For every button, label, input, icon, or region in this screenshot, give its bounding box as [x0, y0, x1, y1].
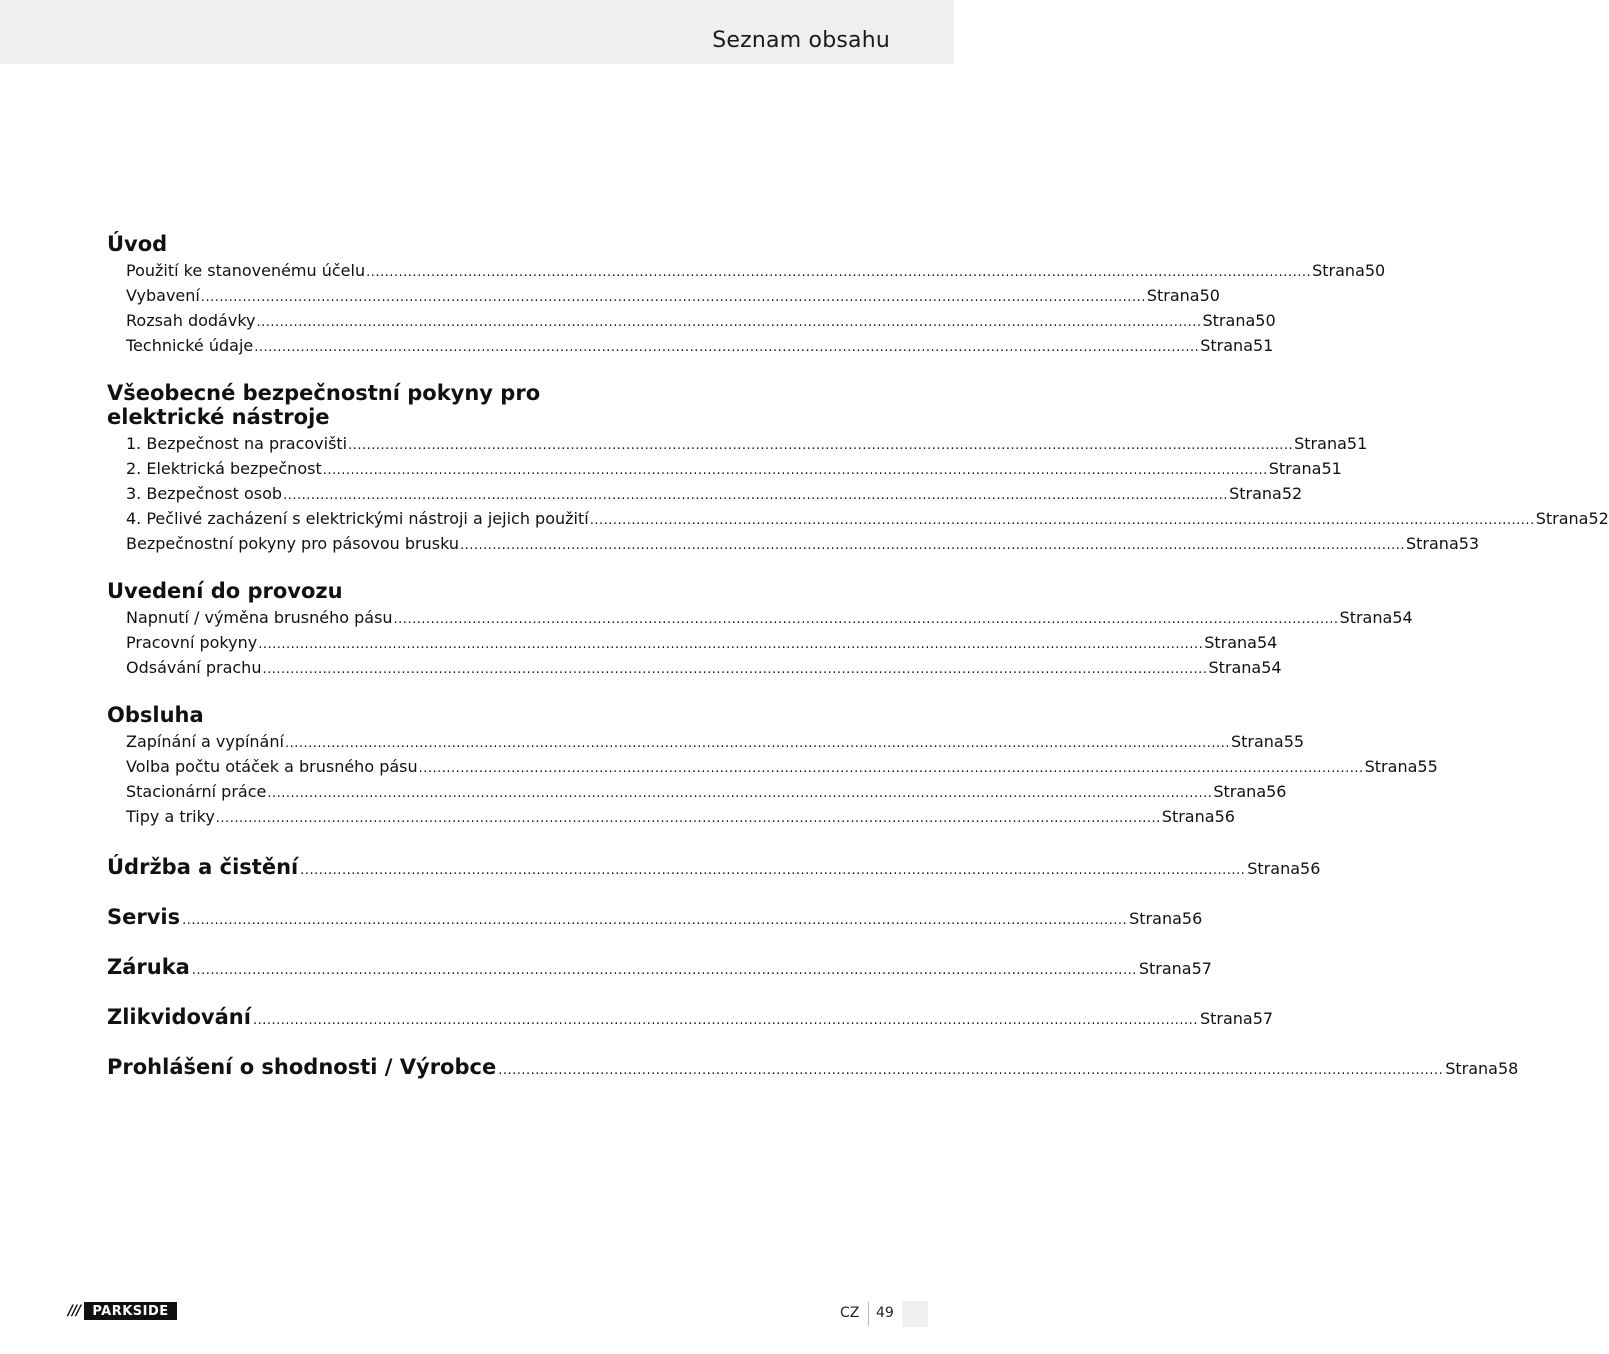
dot-leader: ............................................................................................................................................................................................................	[252, 1013, 1198, 1028]
brand-logo	[64, 1302, 177, 1320]
language-code: CZ	[840, 1305, 860, 1321]
section-title: Úvod	[107, 232, 168, 256]
page-word: Strana	[1138, 959, 1192, 978]
page-number: 56	[1266, 782, 1287, 801]
dot-leader: ............................................................................................................................................................................................................	[459, 538, 1405, 553]
toc-entry[interactable]	[107, 333, 1274, 358]
page-word: Strana	[1202, 311, 1256, 330]
section-title: Uvedení do provozu	[107, 579, 343, 603]
page-number: 57	[1252, 1009, 1274, 1028]
major-entry-label: Zlikvidování	[107, 1005, 251, 1029]
entry-page	[1294, 431, 1367, 456]
toc-entry[interactable]	[107, 308, 1276, 333]
page-number: 51	[1253, 336, 1274, 355]
page-number: 54	[1392, 608, 1413, 627]
page-number: 50	[1255, 311, 1276, 330]
entry-label: Bezpečnostní pokyny pro pásovou brusku	[126, 534, 459, 553]
entry-page	[1247, 853, 1320, 885]
toc-entry[interactable]	[107, 605, 1413, 630]
entry-label: Stacionární práce	[126, 782, 267, 801]
entry-page	[1200, 1003, 1273, 1035]
entry-label: Zapínání a vypínání	[126, 732, 284, 751]
major-entry-label: Záruka	[107, 955, 190, 979]
toc-major-entry[interactable]	[107, 851, 1321, 883]
page-word: Strana	[1247, 859, 1301, 878]
entry-page	[1312, 258, 1385, 283]
entry-label: Rozsah dodávky	[126, 311, 256, 330]
dot-leader: ............................................................................................................................................................................................................	[322, 463, 1268, 478]
dot-leader: ............................................................................................................................................................................................................	[267, 786, 1213, 801]
page-title: Seznam obsahu	[712, 28, 890, 53]
toc-entry[interactable]	[107, 456, 1342, 481]
dot-leader: ............................................................................................................................................................................................................	[589, 513, 1535, 528]
toc-entry[interactable]	[107, 481, 1303, 506]
toc-entry[interactable]	[107, 431, 1368, 456]
toc-major-entry[interactable]	[107, 901, 1203, 933]
page-word: Strana	[1535, 509, 1589, 528]
entry-page	[1208, 655, 1281, 680]
page-word: Strana	[1339, 608, 1393, 627]
page-number: 54	[1261, 658, 1282, 677]
dot-leader: ............................................................................................................................................................................................................	[258, 637, 1204, 652]
toc-entry[interactable]	[107, 804, 1235, 829]
major-entry-label: Prohlášení o shodnosti / Výrobce	[107, 1055, 497, 1079]
logo-slashes-icon: ///	[67, 1303, 81, 1319]
page-word: Strana	[1200, 336, 1253, 355]
page-number: 51	[1321, 459, 1342, 478]
page-number: 53	[1458, 534, 1480, 553]
page-number: 50	[1199, 286, 1220, 305]
page-number: 52	[1588, 509, 1609, 528]
page-number: 57	[1191, 959, 1212, 978]
toc-section	[107, 232, 1386, 358]
entry-label: 4. Pečlivé zacházení s elektrickými nástroji a jejich použití	[126, 509, 589, 528]
page-number: 54	[1256, 633, 1278, 652]
toc-entry[interactable]	[107, 506, 1609, 531]
entry-page	[1229, 481, 1302, 506]
page-number: 56	[1181, 909, 1203, 928]
page-number: 56	[1214, 807, 1235, 826]
toc-entry[interactable]	[107, 655, 1282, 680]
entry-page	[1445, 1053, 1518, 1085]
entry-page	[1204, 630, 1277, 655]
entry-page	[1147, 283, 1220, 308]
dot-leader: ............................................................................................................................................................................................................	[366, 265, 1312, 280]
dot-leader: ............................................................................................................................................................................................................	[348, 438, 1294, 453]
toc-entry[interactable]	[107, 729, 1305, 754]
page-word: Strana	[1268, 459, 1322, 478]
entry-page	[1200, 333, 1273, 358]
entry-page	[1203, 308, 1276, 333]
entry-label: 2. Elektrická bezpečnost	[126, 459, 322, 478]
entry-page	[1406, 531, 1479, 556]
page-number: 55	[1417, 757, 1438, 776]
page-word: Strana	[1208, 658, 1262, 677]
page-word: Strana	[1129, 909, 1182, 928]
entry-label: Použití ke stanovenému účelu	[126, 261, 366, 280]
toc-entry[interactable]	[107, 258, 1386, 283]
page-word: Strana	[1405, 534, 1459, 553]
toc-major-entry[interactable]	[107, 951, 1212, 983]
toc-entry[interactable]	[107, 754, 1438, 779]
toc-entry[interactable]	[107, 779, 1287, 804]
page-number: 50	[1364, 261, 1386, 280]
page-word: Strana	[1294, 434, 1347, 453]
dot-leader: ............................................................................................................................................................................................................	[215, 811, 1161, 826]
footer-divider	[868, 1302, 869, 1326]
entry-page	[1213, 779, 1286, 804]
section-title: Obsluha	[107, 703, 204, 727]
toc-section	[107, 381, 1609, 556]
dot-leader: ............................................................................................................................................................................................................	[256, 315, 1202, 330]
page-word: Strana	[1204, 633, 1257, 652]
section-title: Všeobecné bezpečnostní pokyny pro elektrické nástroje	[107, 381, 541, 429]
major-entry-label: Servis	[107, 905, 181, 929]
page-number: 58	[1497, 1059, 1519, 1078]
entry-page	[1129, 903, 1202, 935]
dot-leader: ............................................................................................................................................................................................................	[200, 290, 1146, 305]
page-number: 51	[1346, 434, 1368, 453]
page-word: Strana	[1312, 261, 1365, 280]
page-word: Strana	[1146, 286, 1200, 305]
entry-label: Vybavení	[126, 286, 200, 305]
toc-section	[107, 703, 1438, 829]
toc-major-entry[interactable]	[107, 1001, 1274, 1033]
entry-label: Pracovní pokyny	[126, 633, 258, 652]
dot-leader: ............................................................................................................................................................................................................	[418, 761, 1364, 776]
page-number: 52	[1281, 484, 1303, 503]
major-entry-label: Údržba a čistění	[107, 855, 299, 879]
dot-leader: ............................................................................................................................................................................................................	[254, 340, 1200, 355]
page-word: Strana	[1199, 1009, 1253, 1028]
dot-leader: ............................................................................................................................................................................................................	[300, 863, 1246, 878]
toc-entry[interactable]	[107, 531, 1480, 556]
entry-page	[1139, 953, 1212, 985]
entry-page	[1340, 605, 1413, 630]
entry-page	[1162, 804, 1235, 829]
dot-leader: ............................................................................................................................................................................................................	[498, 1063, 1444, 1078]
entry-label: Volba počtu otáček a brusného pásu	[126, 757, 418, 776]
entry-label: 3. Bezpečnost osob	[126, 484, 283, 503]
dot-leader: ............................................................................................................................................................................................................	[182, 913, 1128, 928]
footer-corner-box	[902, 1301, 928, 1327]
page-word: Strana	[1161, 807, 1215, 826]
page-number: 56	[1300, 859, 1321, 878]
page-word: Strana	[1230, 732, 1284, 751]
page-word: Strana	[1213, 782, 1267, 801]
entry-label: Odsávání prachu	[126, 658, 262, 677]
table-of-contents	[107, 232, 1609, 1101]
entry-page	[1269, 456, 1342, 481]
dot-leader: ............................................................................................................................................................................................................	[191, 963, 1137, 978]
page-word: Strana	[1445, 1059, 1498, 1078]
brand-name: PARKSIDE	[84, 1302, 177, 1320]
page-number: 55	[1283, 732, 1305, 751]
entry-label: Technické údaje	[126, 336, 254, 355]
entry-page	[1365, 754, 1438, 779]
page-word: Strana	[1229, 484, 1282, 503]
entry-label: Tipy a triky	[126, 807, 215, 826]
dot-leader: ............................................................................................................................................................................................................	[283, 488, 1229, 503]
toc-major-entry[interactable]	[107, 1051, 1519, 1083]
entry-page	[1536, 506, 1609, 531]
toc-section	[107, 579, 1413, 680]
entry-page	[1231, 729, 1304, 754]
dot-leader: ............................................................................................................................................................................................................	[284, 736, 1230, 751]
entry-label: Napnutí / výměna brusného pásu	[126, 608, 393, 627]
dot-leader: ............................................................................................................................................................................................................	[393, 612, 1339, 627]
toc-entry[interactable]	[107, 283, 1220, 308]
page-word: Strana	[1364, 757, 1418, 776]
entry-label: 1. Bezpečnost na pracovišti	[126, 434, 348, 453]
toc-entry[interactable]	[107, 630, 1278, 655]
dot-leader: ............................................................................................................................................................................................................	[262, 662, 1208, 677]
page-number-footer: 49	[876, 1305, 894, 1321]
